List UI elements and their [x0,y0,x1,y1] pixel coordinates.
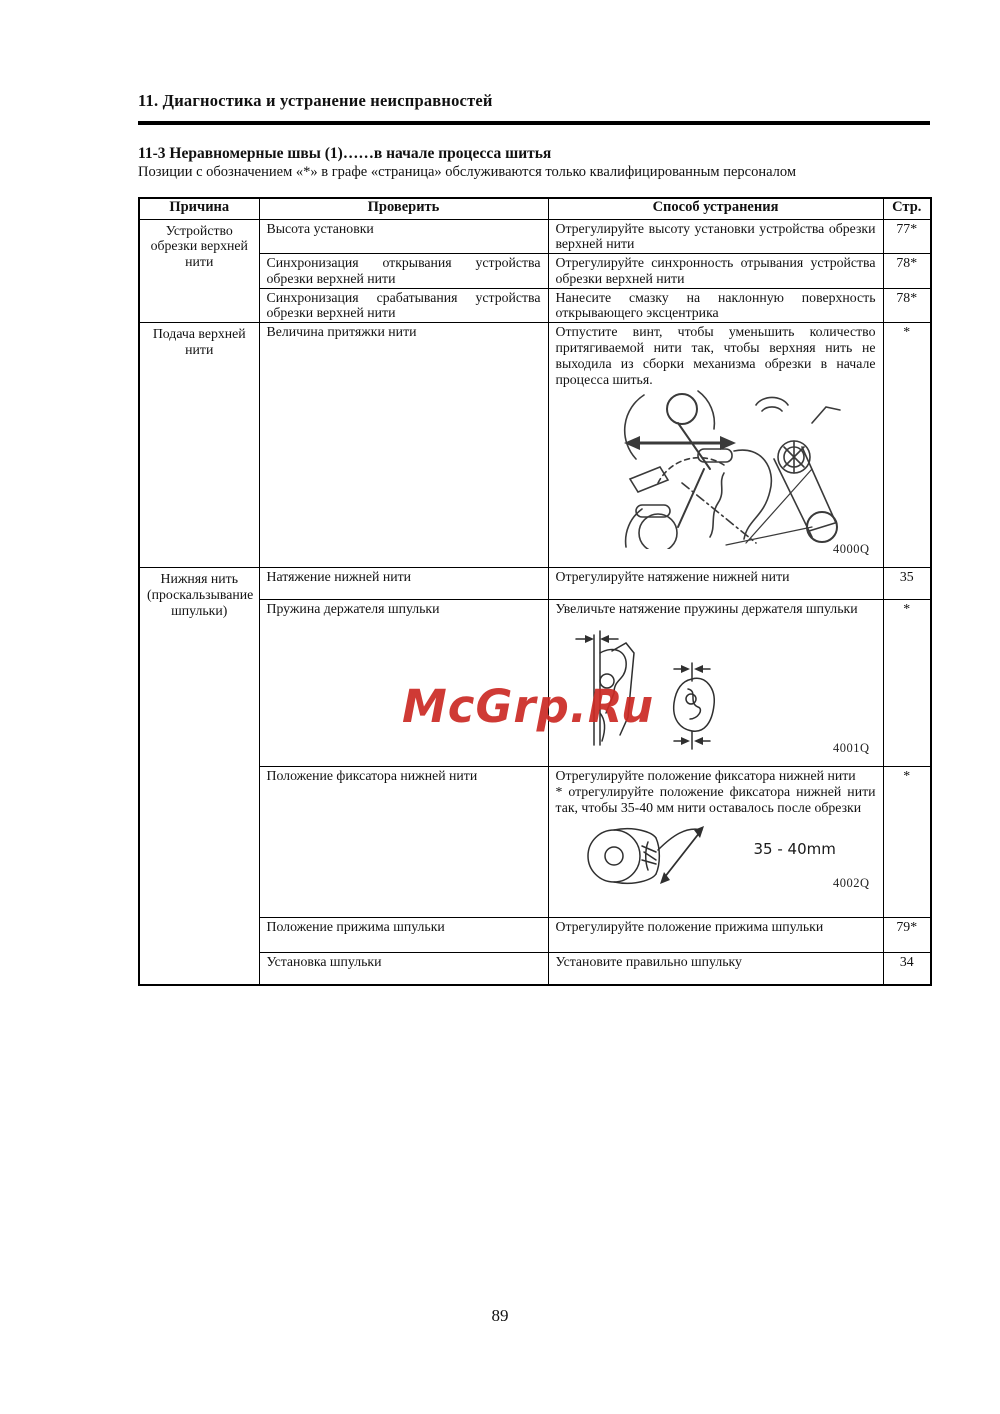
page-ref: * [883,767,931,918]
dimension-label: 35 - 40mm [753,839,836,858]
check-cell: Синхронизация открывания устройства обрезки верхней нити [259,254,548,289]
check-cell: Натяжение нижней нити [259,568,548,600]
remedy-text: Отпустите винт, чтобы уменьшить количество притягиваемой нити так, чтобы верхняя нить не выходила из сборки механизма обрезки в начале процесса шитья. [555,324,876,387]
troubleshooting-table [138,197,932,986]
figure-4000q [556,387,876,559]
page-ref: 79* [883,918,931,953]
remedy-cell: Отрегулируйте натяжение нижней нити [548,568,883,600]
remedy-cell [548,600,883,767]
page-ref: 34 [883,953,931,985]
cause-upper-thread-feed: Подача верхней нити [139,323,259,568]
section-note: Позиции с обозначением «*» в графе «страница» обслуживаются только квалифицированным персоналом [138,164,797,180]
header-rule [138,121,930,125]
table-row [139,219,931,254]
section-title: 11-3 Неравномерные швы (1)……в начале процесса шитья [138,145,552,162]
cause-lower-thread: Нижняя нить (проскальзывание шпульки) [139,568,259,985]
page-ref: 78* [883,288,931,323]
remedy-cell: Нанесите смазку на наклонную поверхность открывающего эксцентрика [548,288,883,323]
col-header-cause: Причина [139,198,259,219]
page-ref: 78* [883,254,931,289]
figure-code: 4002Q [832,875,870,890]
page-ref: * [883,323,931,568]
page-ref: 35 [883,568,931,600]
check-cell: Синхронизация срабатывания устройства обрезки верхней нити [259,288,548,323]
remedy-cell: Отрегулируйте положение прижима шпульки [548,918,883,953]
remedy-text: Отрегулируйте положение фиксатора нижней нити [555,768,856,784]
figure-4002q [556,816,876,894]
page-ref: 77* [883,219,931,254]
table-row [139,568,931,600]
table-row [139,323,931,568]
bobbin-tension-spring-diagram [570,617,750,755]
col-header-check: Проверить [259,198,548,219]
col-header-page: Стр. [883,198,931,219]
chapter-heading: 11. Диагностика и устранение неисправностей [138,91,493,110]
remedy-cell [548,323,883,568]
bobbin-thread-length-diagram [586,816,736,890]
col-header-remedy: Способ устранения [548,198,883,219]
check-cell: Положение прижима шпульки [259,918,548,953]
remedy-cell: Установите правильно шпульку [548,953,883,985]
table-header-row [139,198,931,219]
check-cell: Установка шпульки [259,953,548,985]
remedy-text: Увеличьте натяжение пружины держателя шпульки [555,601,858,617]
thread-takeup-mechanism-diagram [606,387,884,549]
cause-upper-thread-trimmer: Устройство обрезки верхней нити [139,219,259,323]
check-cell: Высота установки [259,219,548,254]
remedy-note: * отрегулируйте положение фиксатора нижней нити так, чтобы 35-40 мм нити оставалось после обрезки [555,784,876,815]
check-cell: Пружина держателя шпульки [259,600,548,767]
remedy-cell: Отрегулируйте высоту установки устройства обрезки верхней нити [548,219,883,254]
figure-code: 4001Q [832,741,870,756]
page-number: 89 [491,1306,509,1325]
figure-4001q [556,617,876,759]
page-ref: * [883,600,931,767]
watermark: McGrp.Ru [402,680,655,733]
remedy-cell: Отрегулируйте синхронность отрывания устройства обрезки верхней нити [548,254,883,289]
figure-code: 4000Q [832,541,870,556]
check-cell: Положение фиксатора нижней нити [259,767,548,918]
remedy-cell [548,767,883,918]
check-cell: Величина притяжки нити [259,323,548,568]
